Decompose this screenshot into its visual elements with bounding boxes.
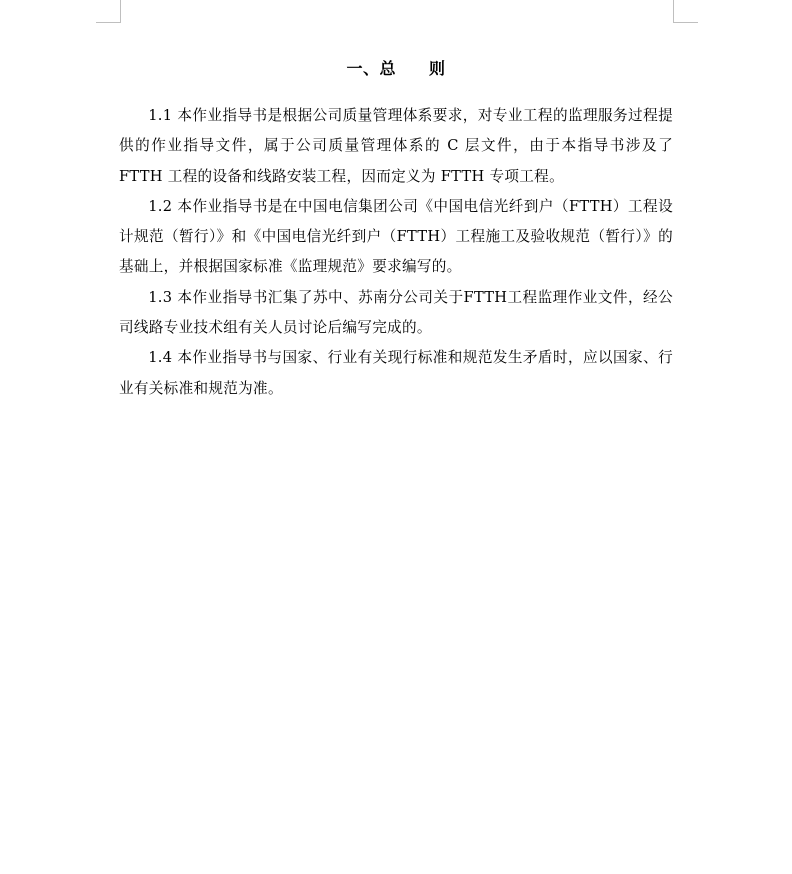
document-body [119,101,673,404]
paragraph-1-1: 1.1 本作业指导书是根据公司质量管理体系要求，对专业工程的监理服务过程提供的作业指导文件，属于公司质量管理体系的 C 层文件，由于本指导书涉及了 FTTH 工程的设备和线路安装工程，因而定义为 FTTH 专项工程。 [119,107,673,185]
crop-mark-top-left [96,0,121,23]
crop-mark-top-right [673,0,698,23]
section-title: 一、总 则 [346,59,446,78]
paragraph-1-3: 1.3 本作业指导书汇集了苏中、苏南分公司关于FTTH工程监理作业文件，经公司线路专业技术组有关人员讨论后编写完成的。 [119,288,673,337]
paragraph-1-2: 1.2 本作业指导书是在中国电信集团公司《中国电信光纤到户（FTTH）工程设计规范（暂行）》和《中国电信光纤到户（FTTH）工程施工及验收规范（暂行）》的基础上，并根据国家标准《监理规范》要求编写的。 [119,197,673,276]
paragraph-1-4: 1.4 本作业指导书与国家、行业有关现行标准和规范发生矛盾时，应以国家、行业有关标准和规范为准。 [119,349,673,397]
